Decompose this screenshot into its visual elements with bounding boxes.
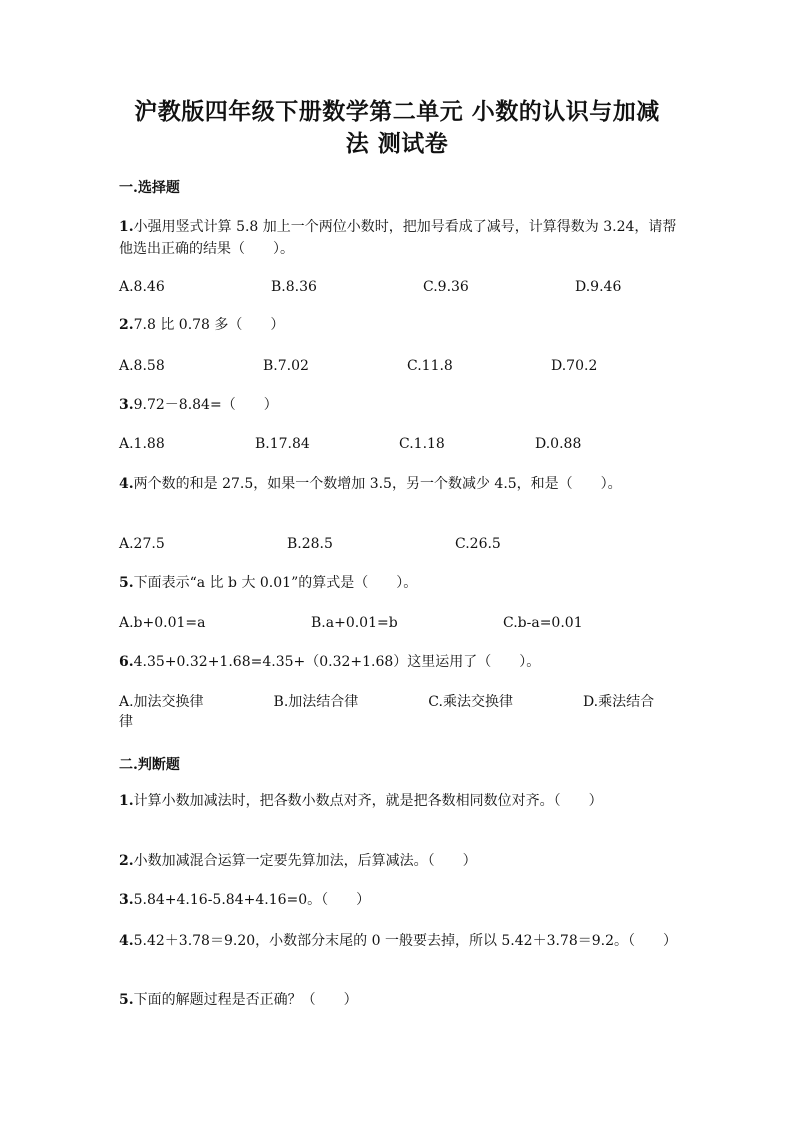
question-text: 5.84+4.16-5.84+4.16=0。（ ） [133, 892, 371, 908]
question-number: 4. [119, 933, 134, 949]
choice-question-5 [119, 572, 679, 594]
question-number: 5. [119, 992, 134, 1008]
title-line-2: 法 测试卷 [345, 130, 449, 157]
question-text: 4.35+0.32+1.68=4.35+（0.32+1.68）这里运用了（ ）。 [133, 654, 541, 670]
option-d[interactable]: D.0.88 [535, 436, 582, 452]
option-b[interactable]: B.8.36 [271, 279, 317, 295]
option-d[interactable]: D.70.2 [551, 358, 598, 374]
section-heading-choice: 一.选择题 [119, 180, 180, 196]
question-number: 1. [119, 793, 134, 809]
option-c[interactable]: C.b-a=0.01 [503, 615, 583, 631]
question-number: 2. [119, 853, 134, 869]
question-text: 计算小数加减法时，把各数小数点对齐，就是把各数相同数位对齐。（ ） [133, 793, 603, 809]
choice-options-2 [119, 355, 679, 377]
choice-options-3 [119, 433, 679, 455]
question-number: 1. [119, 219, 134, 235]
question-text: 下面的解题过程是否正确？（ ） [133, 992, 358, 1008]
option-b[interactable]: B.a+0.01=b [311, 615, 398, 631]
choice-question-4 [119, 473, 679, 495]
question-text: 5.42＋3.78＝9.20，小数部分末尾的 0 一般要去掉，所以 5.42＋3.78＝9.2。（ ） [133, 933, 678, 949]
question-number: 4. [119, 476, 134, 492]
option-a[interactable]: A.8.46 [119, 279, 165, 295]
choice-question-6 [119, 651, 679, 673]
option-c[interactable]: C.1.18 [399, 436, 445, 452]
question-text: 小强用竖式计算 5.8 加上一个两位小数时，把加号看成了减号，计算得数为 3.24，请帮他选出正确的结果（ ）。 [119, 219, 677, 257]
section-heading-judge: 二.判断题 [119, 757, 180, 773]
question-text: 下面表示“a 比 b 大 0.01”的算式是（ ）。 [133, 575, 418, 591]
option-b[interactable]: B.7.02 [263, 358, 309, 374]
question-text: 7.8 比 0.78 多（ ） [133, 317, 285, 333]
judge-question-5 [119, 989, 679, 1011]
question-number: 2. [119, 317, 134, 333]
option-c[interactable]: C.26.5 [455, 536, 501, 552]
judge-question-3 [119, 889, 679, 911]
question-text: 9.72－8.84=（ ） [133, 397, 278, 413]
question-text: 小数加减混合运算一定要先算加法，后算减法。（ ） [133, 853, 477, 869]
choice-question-3 [119, 394, 679, 416]
choice-options-1 [119, 276, 679, 298]
judge-question-1 [119, 790, 679, 812]
page-title [100, 96, 694, 160]
option-c[interactable]: C.11.8 [407, 358, 453, 374]
option-b[interactable]: B.17.84 [255, 436, 310, 452]
option-a[interactable]: A.8.58 [119, 358, 165, 374]
question-number: 6. [119, 654, 134, 670]
choice-options-4 [119, 533, 679, 555]
option-c[interactable]: C.9.36 [423, 279, 469, 295]
question-text: 两个数的和是 27.5，如果一个数增加 3.5，另一个数减少 4.5，和是（ ）。 [133, 476, 622, 492]
judge-question-2 [119, 850, 679, 872]
choice-options-5 [119, 612, 679, 634]
choice-options-6[interactable]: A.加法交换律 B.加法结合律 C.乘法交换律 D.乘法结合律 [119, 694, 655, 730]
option-a[interactable]: A.1.88 [119, 436, 165, 452]
option-a[interactable]: A.27.5 [119, 536, 165, 552]
option-d[interactable]: D.9.46 [575, 279, 622, 295]
question-number: 3. [119, 892, 134, 908]
title-line-1: 沪教版四年级下册数学第二单元 小数的认识与加减 [134, 98, 660, 125]
question-number: 3. [119, 397, 134, 413]
option-a[interactable]: A.b+0.01=a [119, 615, 206, 631]
judge-question-4 [119, 930, 679, 952]
question-number: 5. [119, 575, 134, 591]
choice-question-1 [119, 216, 679, 260]
option-b[interactable]: B.28.5 [287, 536, 333, 552]
choice-question-2 [119, 314, 679, 336]
